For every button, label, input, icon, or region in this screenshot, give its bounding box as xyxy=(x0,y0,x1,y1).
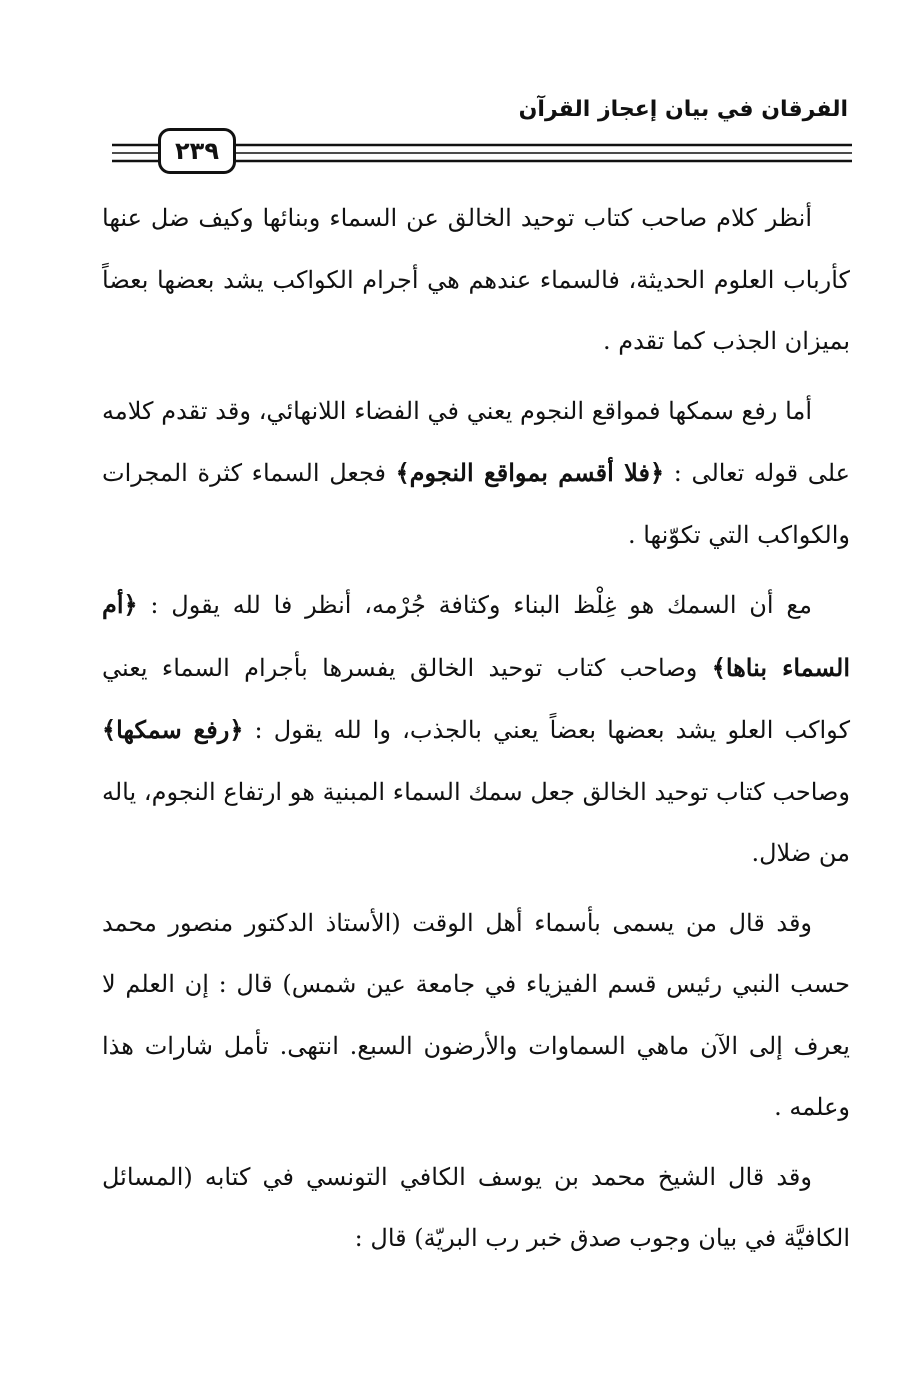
body-text xyxy=(102,188,850,1278)
quran-quote: ﴿أم السماء بناها﴾ xyxy=(102,590,851,682)
paragraph-3-text-b: وصاحب كتاب توحيد الخالق يفسرها بأجرام السماء يعني كواكب العلو يشد بعضها بعضاً يعني بالجذب، وا لله يقول : xyxy=(102,653,850,744)
quran-quote: ﴿فلا أقسم بمواقع النجوم﴾ xyxy=(395,458,665,487)
paragraph-2-text-b: فجعل السماء كثرة المجرات والكواكب التي تكوّنها . xyxy=(102,459,850,549)
paragraph-5-text: وقد قال الشيخ محمد بن يوسف الكافي التونسي في كتابه (المسائل الكافيَّة في بيان وجوب صدق خبر رب البريّة) قال : xyxy=(102,1162,850,1252)
paragraph-2-text-a: أما رفع سمكها فمواقع النجوم يعني في الفضاء اللانهائي، وقد تقدم كلامه على قوله تعالى : xyxy=(102,396,850,487)
paragraph-1-text: أنظر كلام صاحب كتاب توحيد الخالق عن السماء وبنائها وكيف ضل عنها كأرباب العلوم الحديثة، فالسماء عندهم هي أجرام الكواكب يشد بعضها بعضاً بميزان الجذب كما تقدم . xyxy=(102,204,850,355)
quran-quote: ﴿رفع سمكها﴾ xyxy=(102,715,244,744)
paragraph-4 xyxy=(102,893,850,1139)
page-number: ٢٣٩ xyxy=(158,128,236,174)
paragraph-4-text: وقد قال من يسمى بأسماء أهل الوقت (الأستاذ الدكتور منصور محمد حسب النبي رئيس قسم الفيزياء في جامعة عين شمس) قال : إن العلم لا يعرف إلى الآن ماهي السماوات والأرضون السبع. انتهى. تأمل شارات هذا وعلمه . xyxy=(102,908,850,1121)
paragraph-2 xyxy=(102,381,850,567)
paragraph-3-text-a: مع أن السمك هو غِلْظ البناء وكثافة جُرْمه، أنظر فا لله يقول : xyxy=(137,591,812,619)
paragraph-1 xyxy=(102,188,850,373)
paragraph-3 xyxy=(102,574,850,885)
paragraph-5 xyxy=(102,1147,850,1270)
paragraph-3-text-c: وصاحب كتاب توحيد الخالق جعل سمك السماء المبنية هو ارتفاع النجوم، ياله من ضلال. xyxy=(102,777,850,867)
running-header: الفرقان في بيان إعجاز القرآن xyxy=(518,97,848,122)
